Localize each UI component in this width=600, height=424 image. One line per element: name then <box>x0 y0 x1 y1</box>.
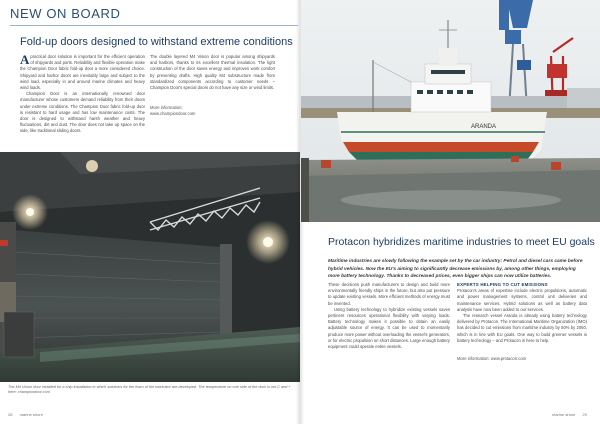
ship-name-label: ARANDA <box>471 124 497 130</box>
right-col2-paragraph-2: The research vessel Aranda is already using battery technology delivered by Protacon. The International Maritime Organization (IMO) has decided to cut emissions from maritime industry by 50% by 2050, which is in line with EU goals. One way to build greener vessels is battery technology – and Protacon is here to help. <box>457 313 587 343</box>
left-contact-url: www.championdoor.com <box>150 111 196 117</box>
right-contact <box>457 356 587 362</box>
left-magazine-name: marine shore <box>19 412 43 417</box>
right-col1-paragraph-2: Using battery technology to hybridize existing vessels saves pertinent resources operational flexibility with varying loads. Battery technology makes it possible to obtain an easily adjustable source of energy. It can be used to momentarily produce more power without overloading the vessel's generators, or for electric propulsion on short distances. Large enough battery equipment could operate entire vessels. <box>328 306 450 350</box>
left-page-number: 28 <box>8 412 13 417</box>
ship-photo-illustration <box>301 0 600 222</box>
right-lede: Maritime industries are slowly following the example set by the car industry: Petrol and diesel cars came before hybrid vehicles. Now the EU's aiming to significantly decrease emissions by, among other things, employing more battery technology. Thanks to decreased prices, even bigger ships can now utilize batteries. <box>328 259 583 280</box>
left-footer <box>8 412 43 417</box>
left-col2-paragraph-1: The double layered M4 Vision door is popular among shipyards and harbors, thanks to its excellent thermal insulation. The light construction of the door saves energy and improves work comfort by preventing drafts. High quality M4 substructure made from standardized components according to customer needs – Champion Door's special doors do not have any size or wind limits. <box>150 54 275 91</box>
right-contact-url: www.protacon.com <box>490 356 527 362</box>
ship-photo <box>301 0 600 222</box>
left-column-1 <box>20 54 145 135</box>
section-tag: NEW ON BOARD <box>10 6 121 21</box>
right-page-number: 29 <box>582 412 587 417</box>
right-column-2 <box>457 282 587 362</box>
left-col1-paragraph-2: Champion Door is an internationally renowned door manufacturer whose customers demand reliability from their doors under extreme conditions. The Champion Door fabric fold-up door is resistant to hard usage and has low maintenance costs. The door is designed to withstand harsh weather and heavy fluctuations, dirt and dust. The door does not take up space on the side, like traditional sliding doors. <box>20 91 145 134</box>
door-photo <box>0 152 300 382</box>
right-col1-paragraph-1: These decisions push manufacturers to design and build more environmentally friendly ships in the future, but also put pressure to update existing vessels. More efficient methods of energy must be invented. <box>328 282 450 306</box>
left-contact-label: More information: <box>150 105 183 111</box>
right-magazine-name: marine shore <box>552 412 576 417</box>
left-column-2 <box>150 54 275 118</box>
left-headline: Fold-up doors designed to withstand extreme conditions <box>20 36 293 48</box>
door-photo-illustration <box>0 152 300 382</box>
left-col1-paragraph-1: practical door solution is important for the efficient operation of shipyards and ports. Reliability and flexible operation make the Champion Door fabric fold-up door a more considered choice. Shipyard and harbor doors are inevitably large and subject to the wind load, especially in and around marine climates and heavy wind loads. <box>20 54 145 91</box>
right-headline: Protacon hybridizes maritime industries to meet EU goals <box>328 236 595 248</box>
section-divider <box>10 25 298 26</box>
right-col2-paragraph-1: Protacon's areas of expertise include electric propulsions, automatic and power management systems, control unit deliveries and maintenance services. Hybrid solutions as well as battery data analysis have now been added to our services. <box>457 288 587 312</box>
photo-caption: The M4 Vision door installed for a ship installation in which solutions for the foam of the lubricator are developed. The temperature on one side of the door is not C and + here: championdoor.com <box>8 385 291 395</box>
right-footer <box>552 412 587 417</box>
right-column-1 <box>328 282 450 350</box>
drop-cap: A <box>20 52 30 67</box>
right-subhead: EXPERTS HELPING TO CUT EMISSIONS <box>457 282 548 287</box>
right-contact-label: More information: <box>457 356 490 362</box>
